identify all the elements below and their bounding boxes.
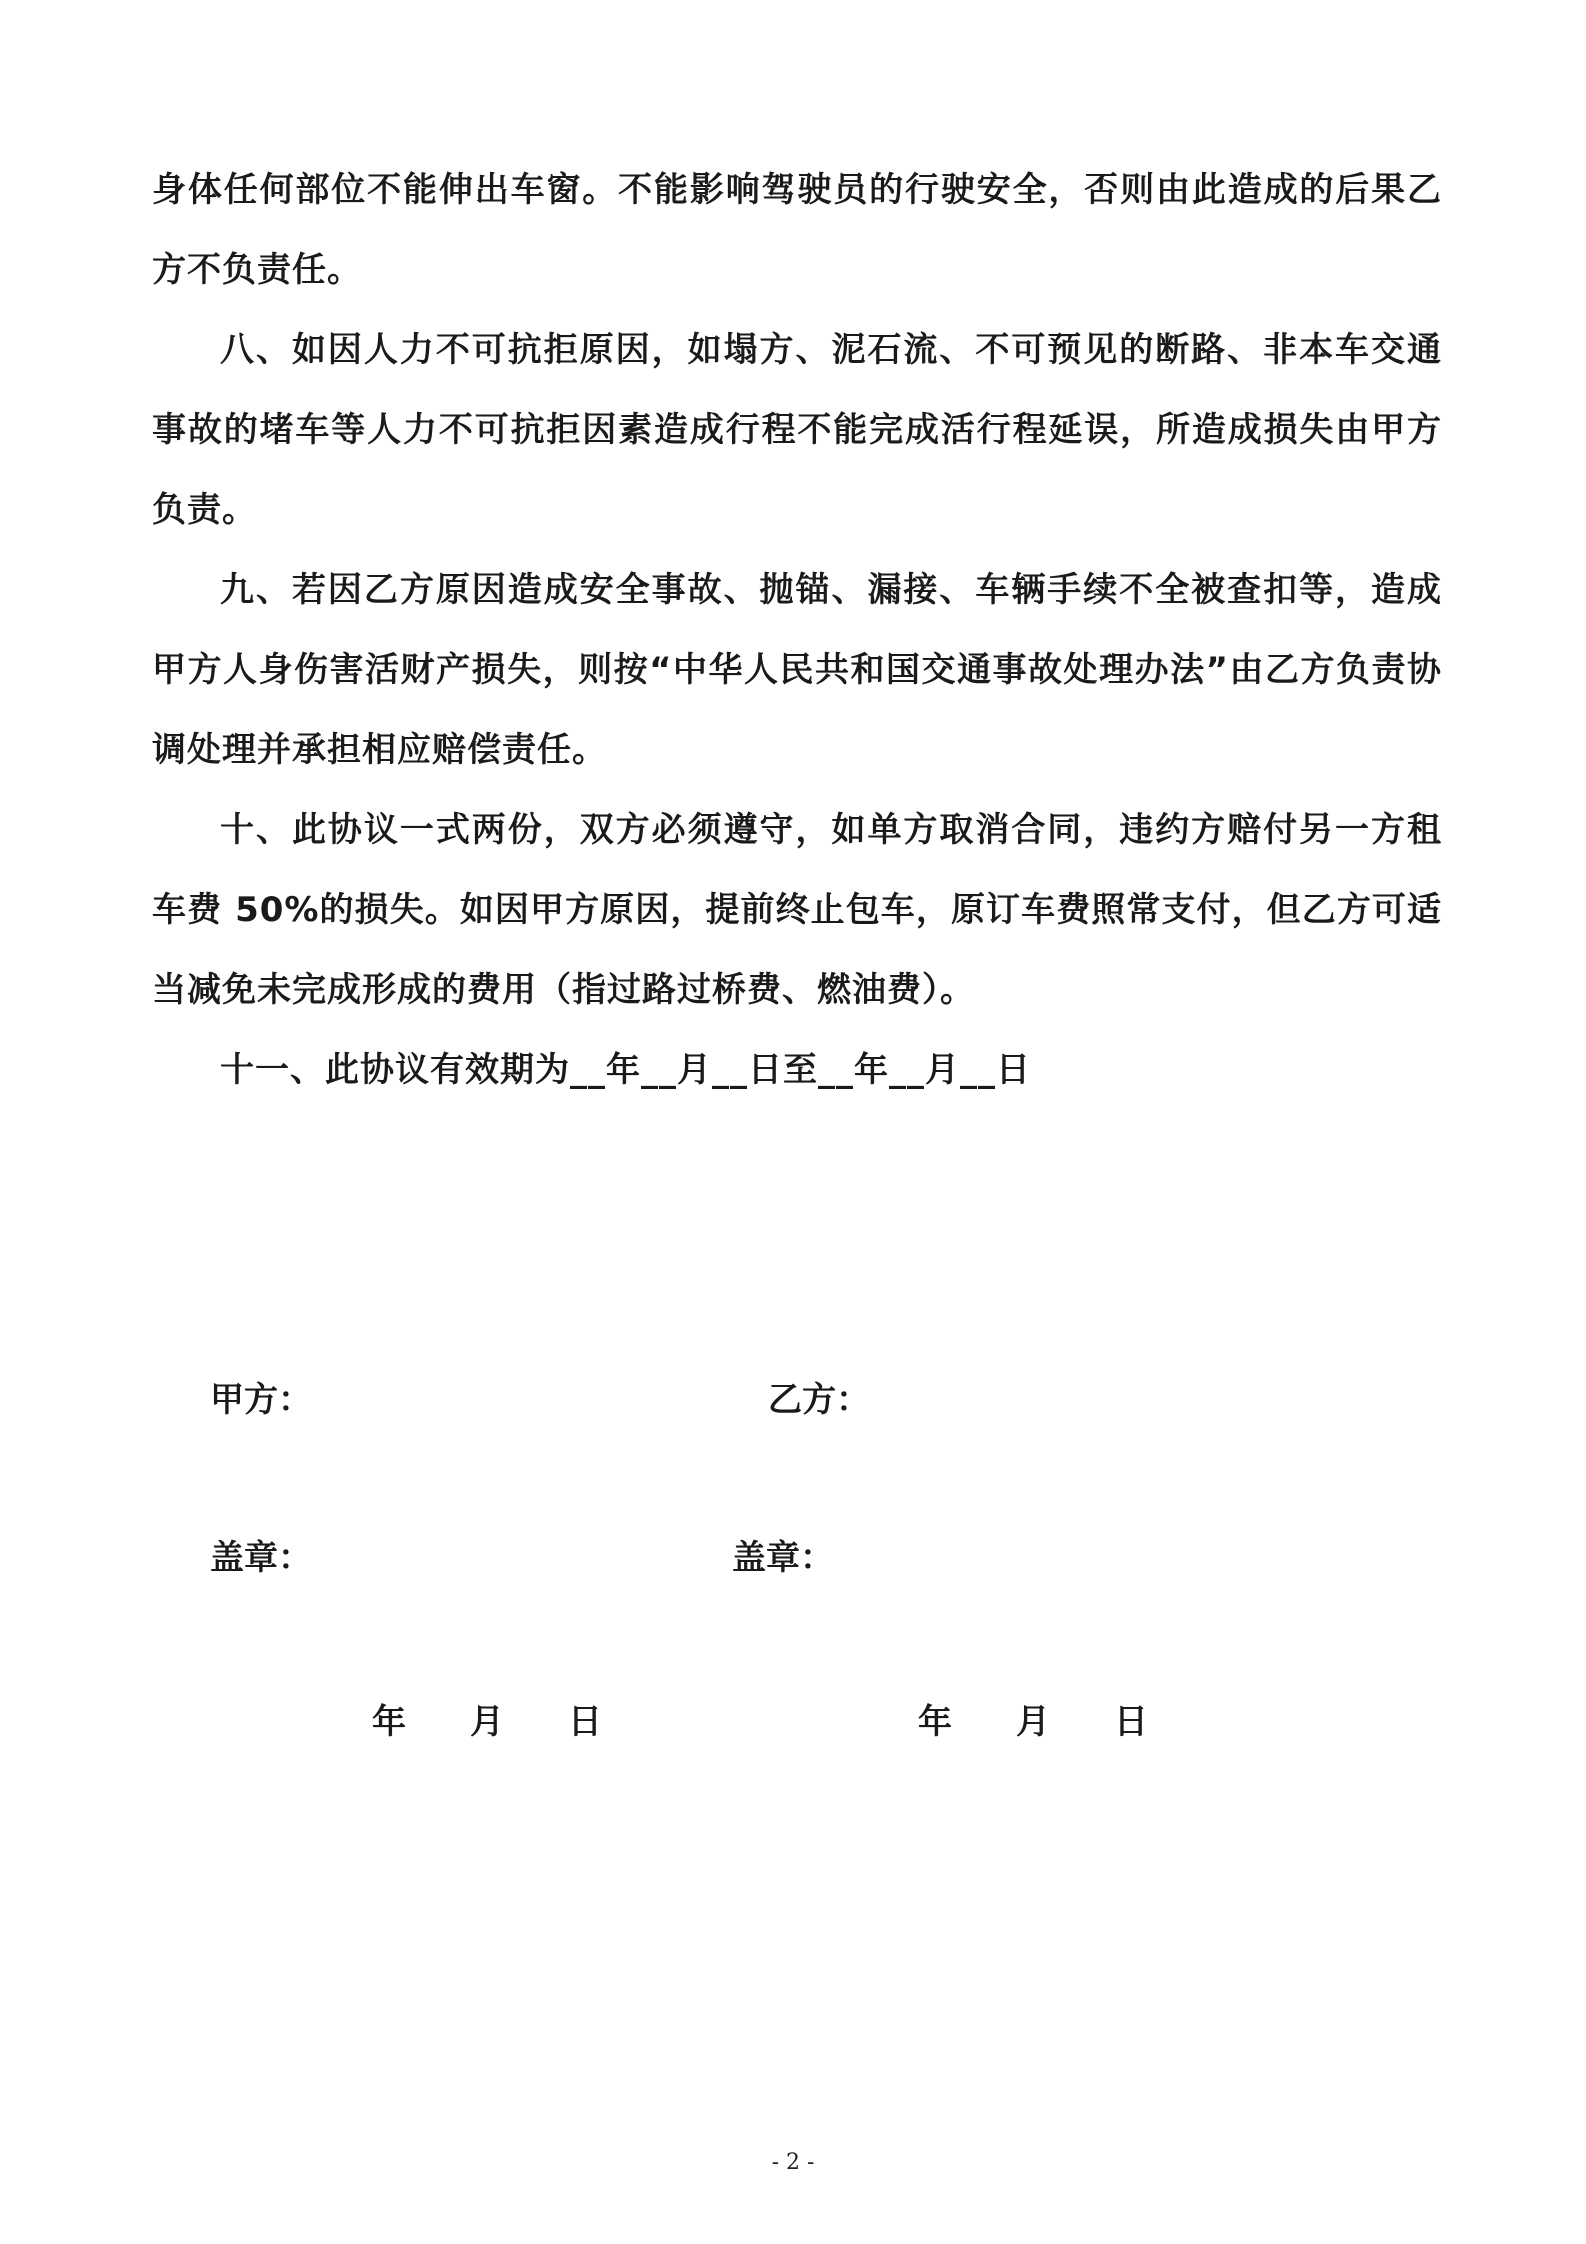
- party-a-label: 甲方：: [210, 1380, 312, 1420]
- party-b-label: 乙方：: [768, 1380, 870, 1420]
- contract-body: [152, 150, 1442, 1110]
- clause-11: 十一、此协议有效期为__年__月__日至__年__月__日: [220, 1050, 1031, 1090]
- date-b-day: 日: [1114, 1702, 1148, 1742]
- page-number: - 2 -: [771, 2150, 815, 2175]
- clause-10: 十、此协议一式两份，双方必须遵守，如单方取消合同，违约方赔付另一方租车费 50%的损失。如因甲方原因，提前终止包车，原订车费照常支付，但乙方可适当减免未完成形成的费用（指过路过桥费、燃油费）。: [152, 810, 1442, 1010]
- date-b-year: 年: [918, 1702, 952, 1742]
- date-a-month: 月: [470, 1702, 504, 1742]
- date-a: [372, 1702, 602, 1742]
- clause-8: 八、如因人力不可抗拒原因，如塌方、泥石流、不可预见的断路、非本车交通事故的堵车等人力不可抗拒因素造成行程不能完成活行程延误，所造成损失由甲方负责。: [152, 330, 1442, 530]
- seal-b-label: 盖章：: [732, 1538, 834, 1578]
- date-b-month: 月: [1016, 1702, 1050, 1742]
- seal-a-label: 盖章：: [210, 1538, 312, 1578]
- date-a-year: 年: [372, 1702, 406, 1742]
- paragraph-continuation: 身体任何部位不能伸出车窗。不能影响驾驶员的行驶安全，否则由此造成的后果乙方不负责任。: [152, 170, 1442, 290]
- date-b: [918, 1702, 1148, 1742]
- clause-9: 九、若因乙方原因造成安全事故、抛锚、漏接、车辆手续不全被查扣等，造成甲方人身伤害活财产损失，则按“中华人民共和国交通事故处理办法”由乙方负责协调处理并承担相应赔偿责任。: [152, 570, 1442, 770]
- date-a-day: 日: [568, 1702, 602, 1742]
